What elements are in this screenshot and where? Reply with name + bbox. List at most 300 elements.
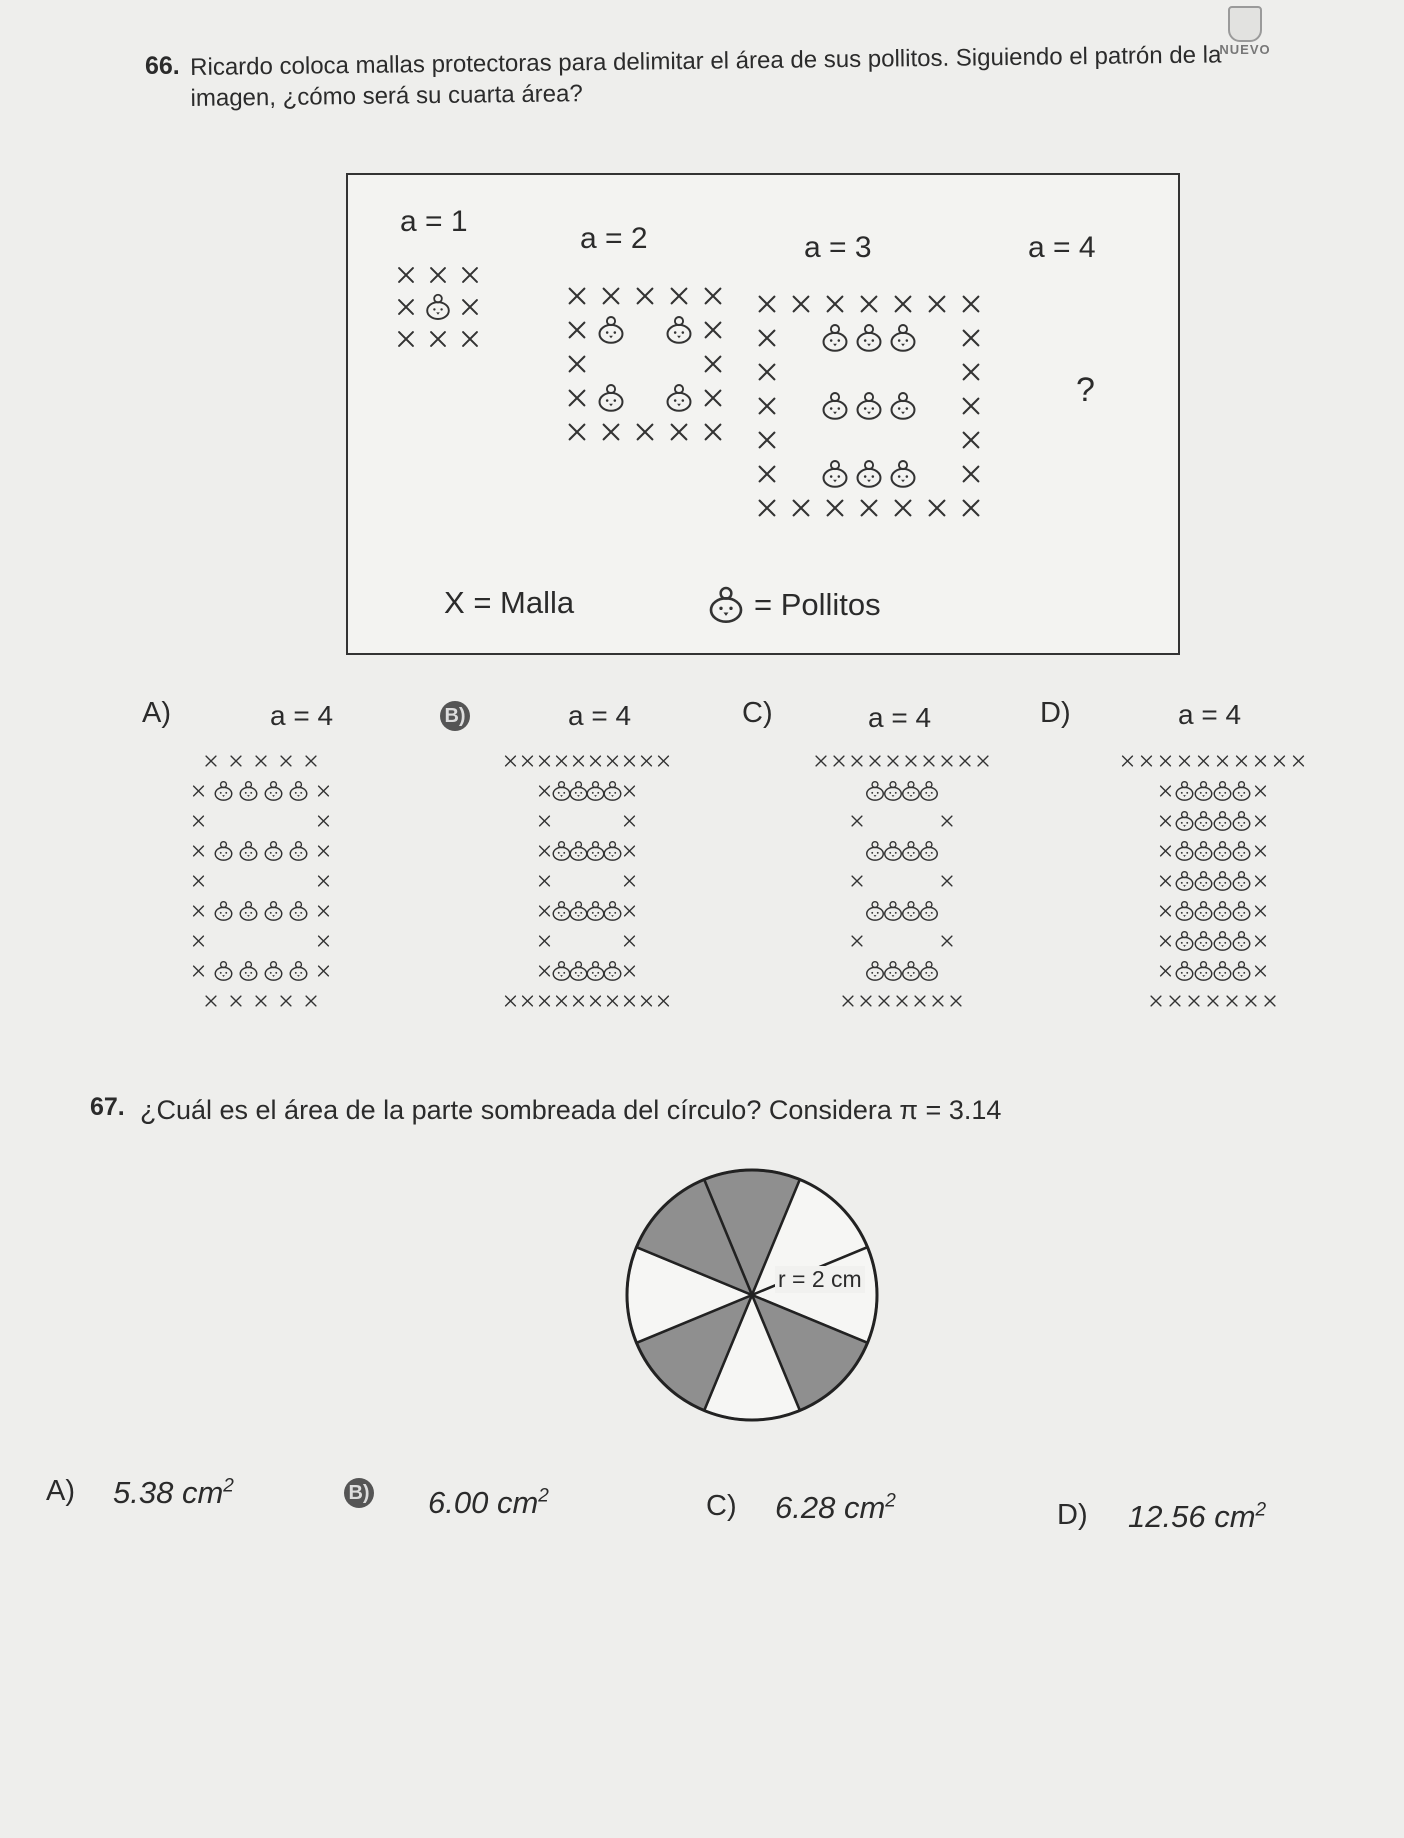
mesh-x-icon bbox=[591, 996, 601, 1006]
mesh-x-icon bbox=[281, 996, 291, 1006]
mesh-x-icon bbox=[306, 756, 316, 766]
chick-icon bbox=[867, 902, 884, 921]
chick-icon bbox=[903, 782, 920, 801]
chick-icon bbox=[553, 782, 570, 801]
option-d-label: a = 4 bbox=[1178, 699, 1242, 730]
mesh-x-icon bbox=[506, 756, 516, 766]
mesh-x-icon bbox=[523, 996, 533, 1006]
mesh-x-icon bbox=[625, 876, 635, 886]
option-a-letter[interactable]: A) bbox=[142, 697, 171, 729]
answer-c-exponent: 2 bbox=[885, 1490, 896, 1512]
mesh-x-icon bbox=[942, 816, 952, 826]
chick-icon bbox=[265, 842, 282, 861]
chick-icon bbox=[903, 842, 920, 861]
chick-icon bbox=[427, 295, 449, 319]
mesh-x-icon bbox=[1161, 966, 1171, 976]
mesh-x-icon bbox=[557, 996, 567, 1006]
panel-label-a1: a = 1 bbox=[400, 205, 468, 238]
unknown-area-mark: ? bbox=[1076, 371, 1095, 409]
mesh-x-icon bbox=[281, 756, 291, 766]
mesh-x-icon bbox=[1237, 756, 1247, 766]
mesh-x-icon bbox=[978, 756, 988, 766]
answer-c-letter[interactable]: C) bbox=[706, 1490, 737, 1522]
mesh-x-icon bbox=[964, 331, 979, 346]
option-b-letter[interactable]: B) bbox=[440, 701, 470, 731]
chick-icon bbox=[1214, 962, 1231, 981]
mesh-x-icon bbox=[194, 966, 204, 976]
coat-of-arms-icon bbox=[1228, 6, 1262, 42]
chick-icon bbox=[1176, 962, 1193, 981]
answer-d-number: 12.56 cm bbox=[1128, 1499, 1256, 1534]
mesh-x-icon bbox=[659, 756, 669, 766]
mesh-x-icon bbox=[319, 816, 329, 826]
mesh-x-icon bbox=[319, 906, 329, 916]
mesh-x-icon bbox=[828, 297, 843, 312]
chick-icon bbox=[921, 782, 938, 801]
chick-icon bbox=[1176, 902, 1193, 921]
mesh-x-icon bbox=[896, 297, 911, 312]
chick-icon bbox=[215, 962, 232, 981]
chick-icon bbox=[824, 461, 847, 487]
option-d-pattern[interactable] bbox=[1118, 746, 1308, 1016]
mesh-x-icon bbox=[1256, 756, 1266, 766]
option-b-pattern[interactable] bbox=[502, 746, 672, 1016]
mesh-x-icon bbox=[1208, 996, 1218, 1006]
chick-icon bbox=[1195, 902, 1212, 921]
mesh-x-icon bbox=[964, 501, 979, 516]
chick-icon bbox=[668, 317, 691, 343]
question-66-number: 66. bbox=[145, 52, 180, 80]
chick-icon bbox=[1176, 872, 1193, 891]
mesh-x-icon bbox=[760, 297, 775, 312]
chick-icon bbox=[892, 325, 915, 351]
mesh-x-icon bbox=[706, 391, 721, 406]
answer-d-exponent: 2 bbox=[1255, 1499, 1267, 1521]
mesh-x-icon bbox=[843, 996, 853, 1006]
chick-icon bbox=[1233, 962, 1250, 981]
mesh-x-icon bbox=[942, 936, 952, 946]
chick-icon bbox=[1233, 782, 1250, 801]
mesh-x-icon bbox=[852, 756, 862, 766]
mesh-x-icon bbox=[1256, 906, 1266, 916]
option-b-selected-mark[interactable] bbox=[440, 701, 470, 731]
chick-icon bbox=[240, 842, 257, 861]
pattern-a1 bbox=[390, 259, 486, 355]
mesh-x-icon bbox=[570, 391, 585, 406]
mesh-x-icon bbox=[861, 996, 871, 1006]
mesh-x-icon bbox=[319, 936, 329, 946]
option-b-label: a = 4 bbox=[568, 700, 632, 731]
circle-center-dot bbox=[749, 1292, 755, 1298]
mesh-x-icon bbox=[1180, 756, 1190, 766]
chick-icon bbox=[1176, 842, 1193, 861]
chick-icon bbox=[903, 902, 920, 921]
option-grid bbox=[186, 746, 336, 1016]
mesh-x-icon bbox=[1161, 936, 1171, 946]
mesh-x-icon bbox=[194, 936, 204, 946]
mesh-x-icon bbox=[638, 425, 653, 440]
chick-icon bbox=[600, 317, 623, 343]
mesh-x-icon bbox=[760, 399, 775, 414]
mesh-x-icon bbox=[642, 756, 652, 766]
mesh-x-icon bbox=[1294, 756, 1304, 766]
chick-icon bbox=[1176, 812, 1193, 831]
mesh-x-icon bbox=[540, 906, 550, 916]
answer-c-number: 6.28 cm bbox=[775, 1490, 886, 1525]
mesh-x-icon bbox=[933, 996, 943, 1006]
mesh-x-icon bbox=[951, 996, 961, 1006]
mesh-x-icon bbox=[760, 467, 775, 482]
mesh-x-icon bbox=[964, 433, 979, 448]
mesh-x-icon bbox=[1256, 876, 1266, 886]
option-c-letter[interactable]: C) bbox=[742, 697, 773, 729]
chick-icon bbox=[240, 782, 257, 801]
pattern-a3 bbox=[750, 287, 988, 525]
mesh-x-icon bbox=[194, 816, 204, 826]
mesh-x-icon bbox=[625, 966, 635, 976]
chick-icon bbox=[885, 782, 902, 801]
chick-icon bbox=[587, 782, 604, 801]
chick-icon bbox=[1214, 782, 1231, 801]
chick-icon bbox=[604, 902, 621, 921]
question-67-number: 67. bbox=[90, 1093, 125, 1121]
mesh-x-icon bbox=[625, 996, 635, 1006]
mesh-x-icon bbox=[1151, 996, 1161, 1006]
mesh-x-icon bbox=[206, 756, 216, 766]
mesh-x-icon bbox=[642, 996, 652, 1006]
mesh-x-icon bbox=[625, 756, 635, 766]
chick-icon bbox=[1214, 902, 1231, 921]
chick-icon bbox=[553, 842, 570, 861]
mesh-x-icon bbox=[523, 756, 533, 766]
mesh-x-icon bbox=[852, 936, 862, 946]
option-grid bbox=[502, 746, 672, 1016]
mesh-x-icon bbox=[399, 268, 413, 282]
mesh-x-icon bbox=[1218, 756, 1228, 766]
mesh-x-icon bbox=[834, 756, 844, 766]
mesh-x-icon bbox=[540, 996, 550, 1006]
mesh-x-icon bbox=[1170, 996, 1180, 1006]
mesh-x-icon bbox=[1123, 756, 1133, 766]
mesh-x-icon bbox=[540, 846, 550, 856]
answer-b-selected-mark[interactable] bbox=[344, 1478, 374, 1508]
mesh-x-icon bbox=[194, 876, 204, 886]
mesh-x-icon bbox=[1227, 996, 1237, 1006]
mesh-x-icon bbox=[896, 501, 911, 516]
chick-icon bbox=[1195, 812, 1212, 831]
mesh-x-icon bbox=[319, 966, 329, 976]
logo-text: NUEVO bbox=[1219, 42, 1271, 57]
chick-icon bbox=[1214, 932, 1231, 951]
question-66-text: Ricardo coloca mallas protectoras para delimitar el área de sus pollitos. Siguiendo el patrón de la imagen, ¿cómo será su cuarta área? bbox=[190, 41, 1222, 113]
mesh-x-icon bbox=[1256, 966, 1266, 976]
chick-icon bbox=[604, 782, 621, 801]
answer-b-exponent: 2 bbox=[538, 1485, 549, 1507]
mesh-x-icon bbox=[852, 876, 862, 886]
chick-icon bbox=[1233, 872, 1250, 891]
option-a-label: a = 4 bbox=[270, 700, 334, 731]
mesh-x-icon bbox=[964, 399, 979, 414]
mesh-x-icon bbox=[194, 906, 204, 916]
chick-icon bbox=[1195, 962, 1212, 981]
mesh-x-icon bbox=[1256, 786, 1266, 796]
circle-svg bbox=[612, 1155, 892, 1435]
mesh-x-icon bbox=[591, 756, 601, 766]
chick-icon bbox=[587, 902, 604, 921]
chick-icon bbox=[604, 842, 621, 861]
legend-chick bbox=[704, 585, 881, 625]
chick-icon bbox=[858, 461, 881, 487]
panel-label-a2: a = 2 bbox=[580, 222, 648, 255]
chick-icon bbox=[921, 962, 938, 981]
legend-chick-label: = Pollitos bbox=[754, 587, 881, 622]
chick-icon bbox=[553, 962, 570, 981]
mesh-x-icon bbox=[540, 786, 550, 796]
mesh-x-icon bbox=[638, 289, 653, 304]
mesh-x-icon bbox=[399, 300, 413, 314]
mesh-x-icon bbox=[897, 996, 907, 1006]
mesh-x-icon bbox=[1265, 996, 1275, 1006]
mesh-x-icon bbox=[760, 501, 775, 516]
option-d-letter[interactable]: D) bbox=[1040, 697, 1071, 729]
chick-icon bbox=[892, 393, 915, 419]
chick-icon bbox=[265, 782, 282, 801]
mesh-x-icon bbox=[463, 332, 477, 346]
mesh-x-icon bbox=[888, 756, 898, 766]
mesh-x-icon bbox=[942, 876, 952, 886]
answer-b-letter[interactable]: B) bbox=[344, 1478, 374, 1508]
mesh-x-icon bbox=[1161, 756, 1171, 766]
mesh-x-icon bbox=[1256, 816, 1266, 826]
mesh-x-icon bbox=[760, 365, 775, 380]
mesh-x-icon bbox=[964, 467, 979, 482]
chick-icon bbox=[587, 962, 604, 981]
mesh-x-icon bbox=[672, 425, 687, 440]
chick-icon bbox=[1195, 842, 1212, 861]
mesh-x-icon bbox=[540, 966, 550, 976]
pattern-grid bbox=[560, 279, 730, 449]
mesh-x-icon bbox=[1275, 756, 1285, 766]
answer-a-letter[interactable]: A) bbox=[46, 1475, 75, 1507]
mesh-x-icon bbox=[194, 786, 204, 796]
mesh-x-icon bbox=[960, 756, 970, 766]
chick-icon bbox=[885, 902, 902, 921]
mesh-x-icon bbox=[1199, 756, 1209, 766]
mesh-x-icon bbox=[706, 357, 721, 372]
chick-icon bbox=[240, 902, 257, 921]
mesh-x-icon bbox=[1161, 846, 1171, 856]
chick-icon bbox=[1233, 902, 1250, 921]
chick-icon bbox=[903, 962, 920, 981]
chick-icon bbox=[290, 902, 307, 921]
chick-icon bbox=[921, 842, 938, 861]
chick-icon bbox=[858, 393, 881, 419]
chick-icon bbox=[1195, 782, 1212, 801]
mesh-x-icon bbox=[608, 996, 618, 1006]
mesh-x-icon bbox=[964, 297, 979, 312]
chick-icon bbox=[704, 585, 748, 625]
mesh-x-icon bbox=[574, 756, 584, 766]
mesh-x-icon bbox=[463, 300, 477, 314]
mesh-x-icon bbox=[1161, 906, 1171, 916]
mesh-x-icon bbox=[399, 332, 413, 346]
chick-icon bbox=[668, 385, 691, 411]
mesh-x-icon bbox=[319, 786, 329, 796]
mesh-x-icon bbox=[256, 996, 266, 1006]
mesh-x-icon bbox=[306, 996, 316, 1006]
chick-icon bbox=[290, 842, 307, 861]
option-c-label: a = 4 bbox=[868, 702, 932, 733]
chick-icon bbox=[265, 962, 282, 981]
mesh-x-icon bbox=[625, 816, 635, 826]
chick-icon bbox=[604, 962, 621, 981]
mesh-x-icon bbox=[930, 297, 945, 312]
mesh-x-icon bbox=[625, 936, 635, 946]
mesh-x-icon bbox=[206, 996, 216, 1006]
mesh-x-icon bbox=[506, 996, 516, 1006]
chick-icon bbox=[1214, 812, 1231, 831]
mesh-x-icon bbox=[604, 425, 619, 440]
mesh-x-icon bbox=[608, 756, 618, 766]
mesh-x-icon bbox=[231, 996, 241, 1006]
legend-mesh bbox=[444, 585, 574, 621]
legend-mesh-symbol: X bbox=[444, 585, 465, 620]
chick-icon bbox=[1233, 812, 1250, 831]
mesh-x-icon bbox=[760, 331, 775, 346]
answer-b-number: 6.00 cm bbox=[428, 1485, 539, 1520]
chick-icon bbox=[1176, 782, 1193, 801]
chick-icon bbox=[570, 962, 587, 981]
mesh-x-icon bbox=[319, 876, 329, 886]
mesh-x-icon bbox=[870, 756, 880, 766]
pattern-a2 bbox=[560, 279, 730, 449]
chick-icon bbox=[587, 842, 604, 861]
mesh-x-icon bbox=[1161, 876, 1171, 886]
chick-icon bbox=[1176, 932, 1193, 951]
mesh-x-icon bbox=[964, 365, 979, 380]
chick-icon bbox=[265, 902, 282, 921]
pattern-grid bbox=[750, 287, 988, 525]
mesh-x-icon bbox=[794, 501, 809, 516]
mesh-x-icon bbox=[930, 501, 945, 516]
answer-a-value bbox=[113, 1475, 234, 1511]
chick-icon bbox=[570, 782, 587, 801]
chick-icon bbox=[290, 782, 307, 801]
mesh-x-icon bbox=[816, 756, 826, 766]
mesh-x-icon bbox=[540, 876, 550, 886]
chick-icon bbox=[290, 962, 307, 981]
mesh-x-icon bbox=[194, 846, 204, 856]
chick-icon bbox=[921, 902, 938, 921]
mesh-x-icon bbox=[604, 289, 619, 304]
mesh-x-icon bbox=[794, 297, 809, 312]
chick-icon bbox=[570, 902, 587, 921]
mesh-x-icon bbox=[706, 289, 721, 304]
mesh-x-icon bbox=[625, 786, 635, 796]
mesh-x-icon bbox=[924, 756, 934, 766]
answer-a-exponent: 2 bbox=[223, 1475, 234, 1497]
mesh-x-icon bbox=[672, 289, 687, 304]
mesh-x-icon bbox=[1161, 816, 1171, 826]
mesh-x-icon bbox=[942, 756, 952, 766]
mesh-x-icon bbox=[431, 268, 445, 282]
mesh-x-icon bbox=[570, 425, 585, 440]
radius-label: r = 2 cm bbox=[775, 1266, 865, 1293]
mesh-x-icon bbox=[1256, 846, 1266, 856]
mesh-x-icon bbox=[1189, 996, 1199, 1006]
chick-icon bbox=[215, 842, 232, 861]
answer-b-value bbox=[428, 1485, 549, 1521]
mesh-x-icon bbox=[570, 323, 585, 338]
option-a-pattern[interactable] bbox=[186, 746, 336, 1016]
answer-a-number: 5.38 cm bbox=[113, 1475, 224, 1510]
option-grid bbox=[812, 746, 992, 1016]
mesh-x-icon bbox=[915, 996, 925, 1006]
chick-icon bbox=[1195, 932, 1212, 951]
mesh-x-icon bbox=[706, 425, 721, 440]
mesh-x-icon bbox=[570, 357, 585, 372]
chick-icon bbox=[1233, 842, 1250, 861]
mesh-x-icon bbox=[706, 323, 721, 338]
mesh-x-icon bbox=[879, 996, 889, 1006]
chick-icon bbox=[1214, 872, 1231, 891]
mesh-x-icon bbox=[1246, 996, 1256, 1006]
chick-icon bbox=[240, 962, 257, 981]
mesh-x-icon bbox=[557, 756, 567, 766]
mesh-x-icon bbox=[828, 501, 843, 516]
mesh-x-icon bbox=[760, 433, 775, 448]
chick-icon bbox=[892, 461, 915, 487]
mesh-x-icon bbox=[540, 756, 550, 766]
mesh-x-icon bbox=[625, 906, 635, 916]
chick-icon bbox=[215, 782, 232, 801]
mesh-x-icon bbox=[319, 846, 329, 856]
circle-figure bbox=[612, 1155, 892, 1440]
chick-icon bbox=[824, 325, 847, 351]
chick-icon bbox=[824, 393, 847, 419]
panel-label-a3: a = 3 bbox=[804, 231, 872, 264]
answer-d-value bbox=[1128, 1499, 1266, 1535]
chick-icon bbox=[867, 782, 884, 801]
mesh-x-icon bbox=[625, 846, 635, 856]
option-grid bbox=[1118, 746, 1308, 1016]
option-c-pattern[interactable] bbox=[812, 746, 992, 1016]
mesh-x-icon bbox=[862, 297, 877, 312]
mesh-x-icon bbox=[852, 816, 862, 826]
mesh-x-icon bbox=[1161, 786, 1171, 796]
legend-mesh-label: = Malla bbox=[473, 585, 575, 620]
mesh-x-icon bbox=[256, 756, 266, 766]
question-67-text: ¿Cuál es el área de la parte sombreada del círculo? Considera π = 3.14 bbox=[140, 1095, 1002, 1125]
chick-icon bbox=[867, 842, 884, 861]
pattern-panel bbox=[346, 173, 1180, 655]
chick-icon bbox=[1195, 872, 1212, 891]
answer-c-value bbox=[775, 1490, 896, 1526]
mesh-x-icon bbox=[574, 996, 584, 1006]
mesh-x-icon bbox=[231, 756, 241, 766]
answer-d-letter[interactable]: D) bbox=[1057, 1499, 1088, 1531]
chick-icon bbox=[570, 842, 587, 861]
chick-icon bbox=[867, 962, 884, 981]
panel-label-a4: a = 4 bbox=[1028, 231, 1096, 264]
chick-icon bbox=[858, 325, 881, 351]
mesh-x-icon bbox=[431, 332, 445, 346]
chick-icon bbox=[553, 902, 570, 921]
mesh-x-icon bbox=[1142, 756, 1152, 766]
mesh-x-icon bbox=[540, 936, 550, 946]
mesh-x-icon bbox=[1256, 936, 1266, 946]
mesh-x-icon bbox=[659, 996, 669, 1006]
